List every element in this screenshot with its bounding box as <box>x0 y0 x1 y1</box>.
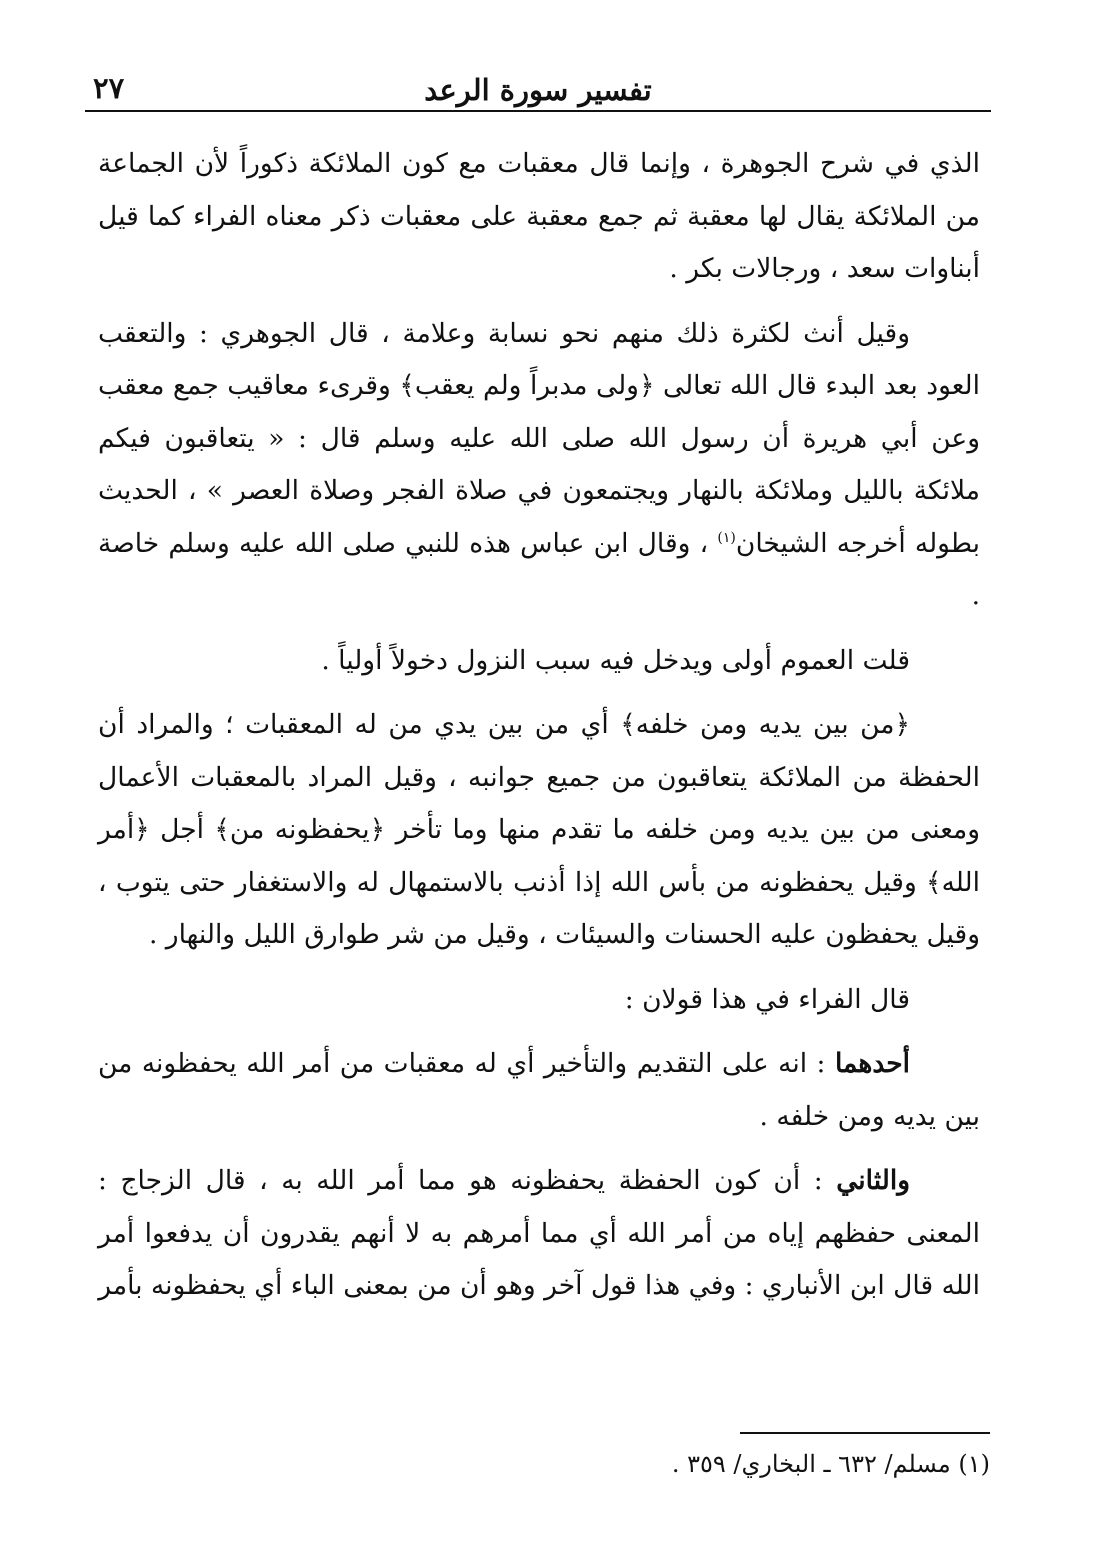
paragraph-text: : انه على التقديم والتأخير أي له معقبات من أمر الله يحفظونه من بين يديه ومن خلفه . <box>98 1048 980 1132</box>
paragraph-6 <box>98 1038 980 1143</box>
paragraph-2 <box>98 308 980 623</box>
paragraph-text: قلت العموم أولى ويدخل فيه سبب النزول دخولاً أولياً . <box>321 644 910 676</box>
paragraph-lead-word: والثاني <box>836 1165 910 1196</box>
paragraph-text: ﴿من بين يديه ومن خلفه﴾ أي من بين يدي من له المعقبات ؛ والمراد أن الحفظة من الملائكة يتعاقبون من جميع جوانبه ، وقيل المراد بالمعقبات الأعمال ومعنى من بين يديه ومن خلفه ما تقدم منها وما تأخر ﴿يحفظونه من﴾ أجل ﴿أمر الله﴾ وقيل يحفظونه من بأس الله إذا أذنب بالاستمهال له والاستغفار حتى يتوب ، وقيل يحفظون عليه الحسنات والسيئات ، وقيل من شر طوارق الليل والنهار . <box>98 709 980 950</box>
body-text <box>98 138 980 1325</box>
paragraph-5 <box>98 974 980 1027</box>
paragraph-text: وقيل أنث لكثرة ذلك منهم نحو نسابة وعلامة ، قال الجوهري : والتعقب العود بعد البدء قال الله تعالى ﴿ولى مدبراً ولم يعقب﴾ وقرىء معاقيب جمع معقب وعن أبي هريرة أن رسول الله صلى الله عليه وسلم قال : « يتعاقبون فيكم ملائكة بالليل وملائكة بالنهار ويجتمعون في صلاة الفجر وصلاة العصر » ، الحديث بطوله أخرجه الشيخان <box>98 317 980 559</box>
footnote-rule <box>740 1432 990 1434</box>
paragraph-4 <box>98 699 980 962</box>
paragraph-1 <box>98 138 980 296</box>
footnote-marker: (١) <box>717 529 736 546</box>
paragraph-lead-word: أحدهما <box>834 1048 910 1079</box>
paragraph-text: الذي في شرح الجوهرة ، وإنما قال معقبات مع كون الملائكة ذكوراً لأن الجماعة من الملائكة يقال لها معقبة ثم جمع معقبة على معقبات ذكر معناه الفراء كما قيل أبناوات سعد ، ورجالات بكر . <box>98 148 980 284</box>
running-header <box>85 68 991 108</box>
header-title: تفسير سورة الرعد <box>424 73 652 107</box>
footnote: (١) مسلم/ ٦٣٢ ـ البخاري/ ٣٥٩ . <box>671 1450 990 1478</box>
paragraph-text: قال الفراء في هذا قولان : <box>624 983 910 1015</box>
paragraph-text: ، وقال ابن عباس هذه للنبي صلى الله عليه وسلم خاصة . <box>98 527 980 611</box>
page-number: ٢٧ <box>93 71 125 105</box>
paragraph-text: : أن كون الحفظة يحفظونه هو مما أمر الله به ، قال الزجاج : المعنى حفظهم إياه من أمر الله أي مما أمرهم به لا أنهم يقدرون أن يدفعوا أمر الله قال ابن الأنباري : وفي هذا قول آخر وهو أن من بمعنى الباء أي يحفظونه بأمر <box>98 1165 980 1301</box>
paragraph-7 <box>98 1155 980 1313</box>
header-rule <box>85 110 991 112</box>
paragraph-3 <box>98 635 980 688</box>
